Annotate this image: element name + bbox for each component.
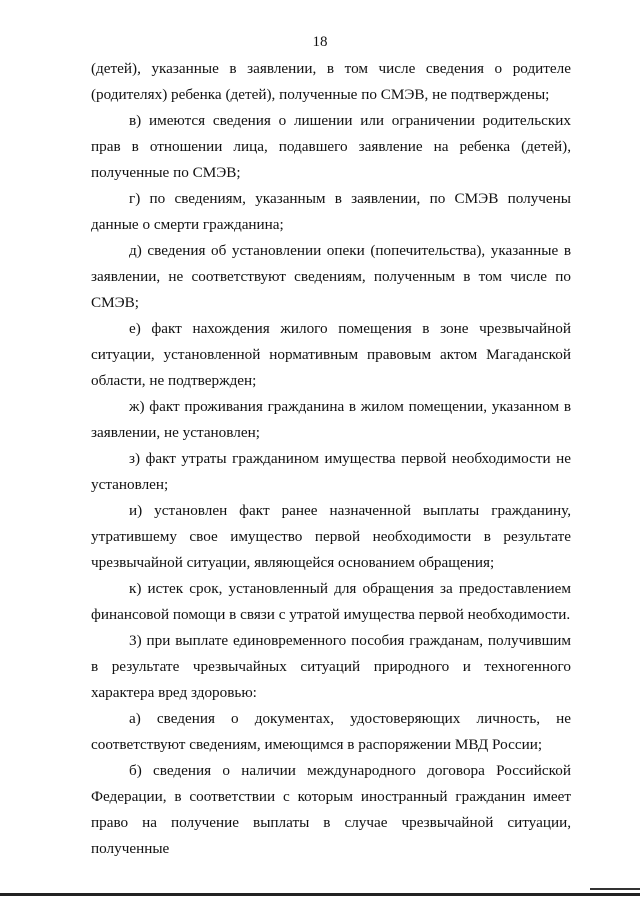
paragraph-item-e: е) факт нахождения жилого помещения в зоне чрезвычайной ситуации, установленной нормативным правовым актом Магаданской области, не подтвержден; [91,320,571,389]
paragraph-item-v: в) имеются сведения о лишении или ограничении родительских прав в отношении лица, подавшего заявление на ребенка (детей), полученные по СМЭВ; [91,112,571,181]
paragraph-item-z: з) факт утраты гражданином имущества первой необходимости не установлен; [91,450,571,493]
page-bottom-rule-accent [590,888,640,890]
paragraph-item-i: и) установлен факт ранее назначенной выплаты гражданину, утратившему свое имущество первой необходимости в результате чрезвычайной ситуации, являющейся основанием обращения; [91,502,571,571]
page-number: 18 [312,34,328,50]
paragraph-item-b: б) сведения о наличии международного договора Российской Федерации, в соответствии с которым иностранный гражданин имеет право на получение выплаты в случае чрезвычайной ситуации, полученные [91,762,571,857]
paragraph-item-a: а) сведения о документах, удостоверяющих личность, не соответствуют сведениям, имеющимся в распоряжении МВД России; [91,710,571,753]
paragraph-item-d: д) сведения об установлении опеки (попечительства), указанные в заявлении, не соответствуют сведениям, полученным в том числе по СМЭВ; [91,242,571,311]
paragraph-item-k: к) истек срок, установленный для обращения за предоставлением финансовой помощи в связи с утратой имущества первой необходимости. [91,580,571,623]
paragraph-section-3: 3) при выплате единовременного пособия гражданам, получившим в результате чрезвычайных ситуаций природного и техногенного характера вред здоровью: [91,632,571,701]
document-body [91,56,571,862]
page-bottom-rule [0,893,640,896]
paragraph-continuation: (детей), указанные в заявлении, в том числе сведения о родителе (родителях) ребенка (детей), полученные по СМЭВ, не подтверждены; [91,60,571,103]
paragraph-item-g: г) по сведениям, указанным в заявлении, по СМЭВ получены данные о смерти гражданина; [91,190,571,233]
paragraph-item-zh: ж) факт проживания гражданина в жилом помещении, указанном в заявлении, не установлен; [91,398,571,441]
